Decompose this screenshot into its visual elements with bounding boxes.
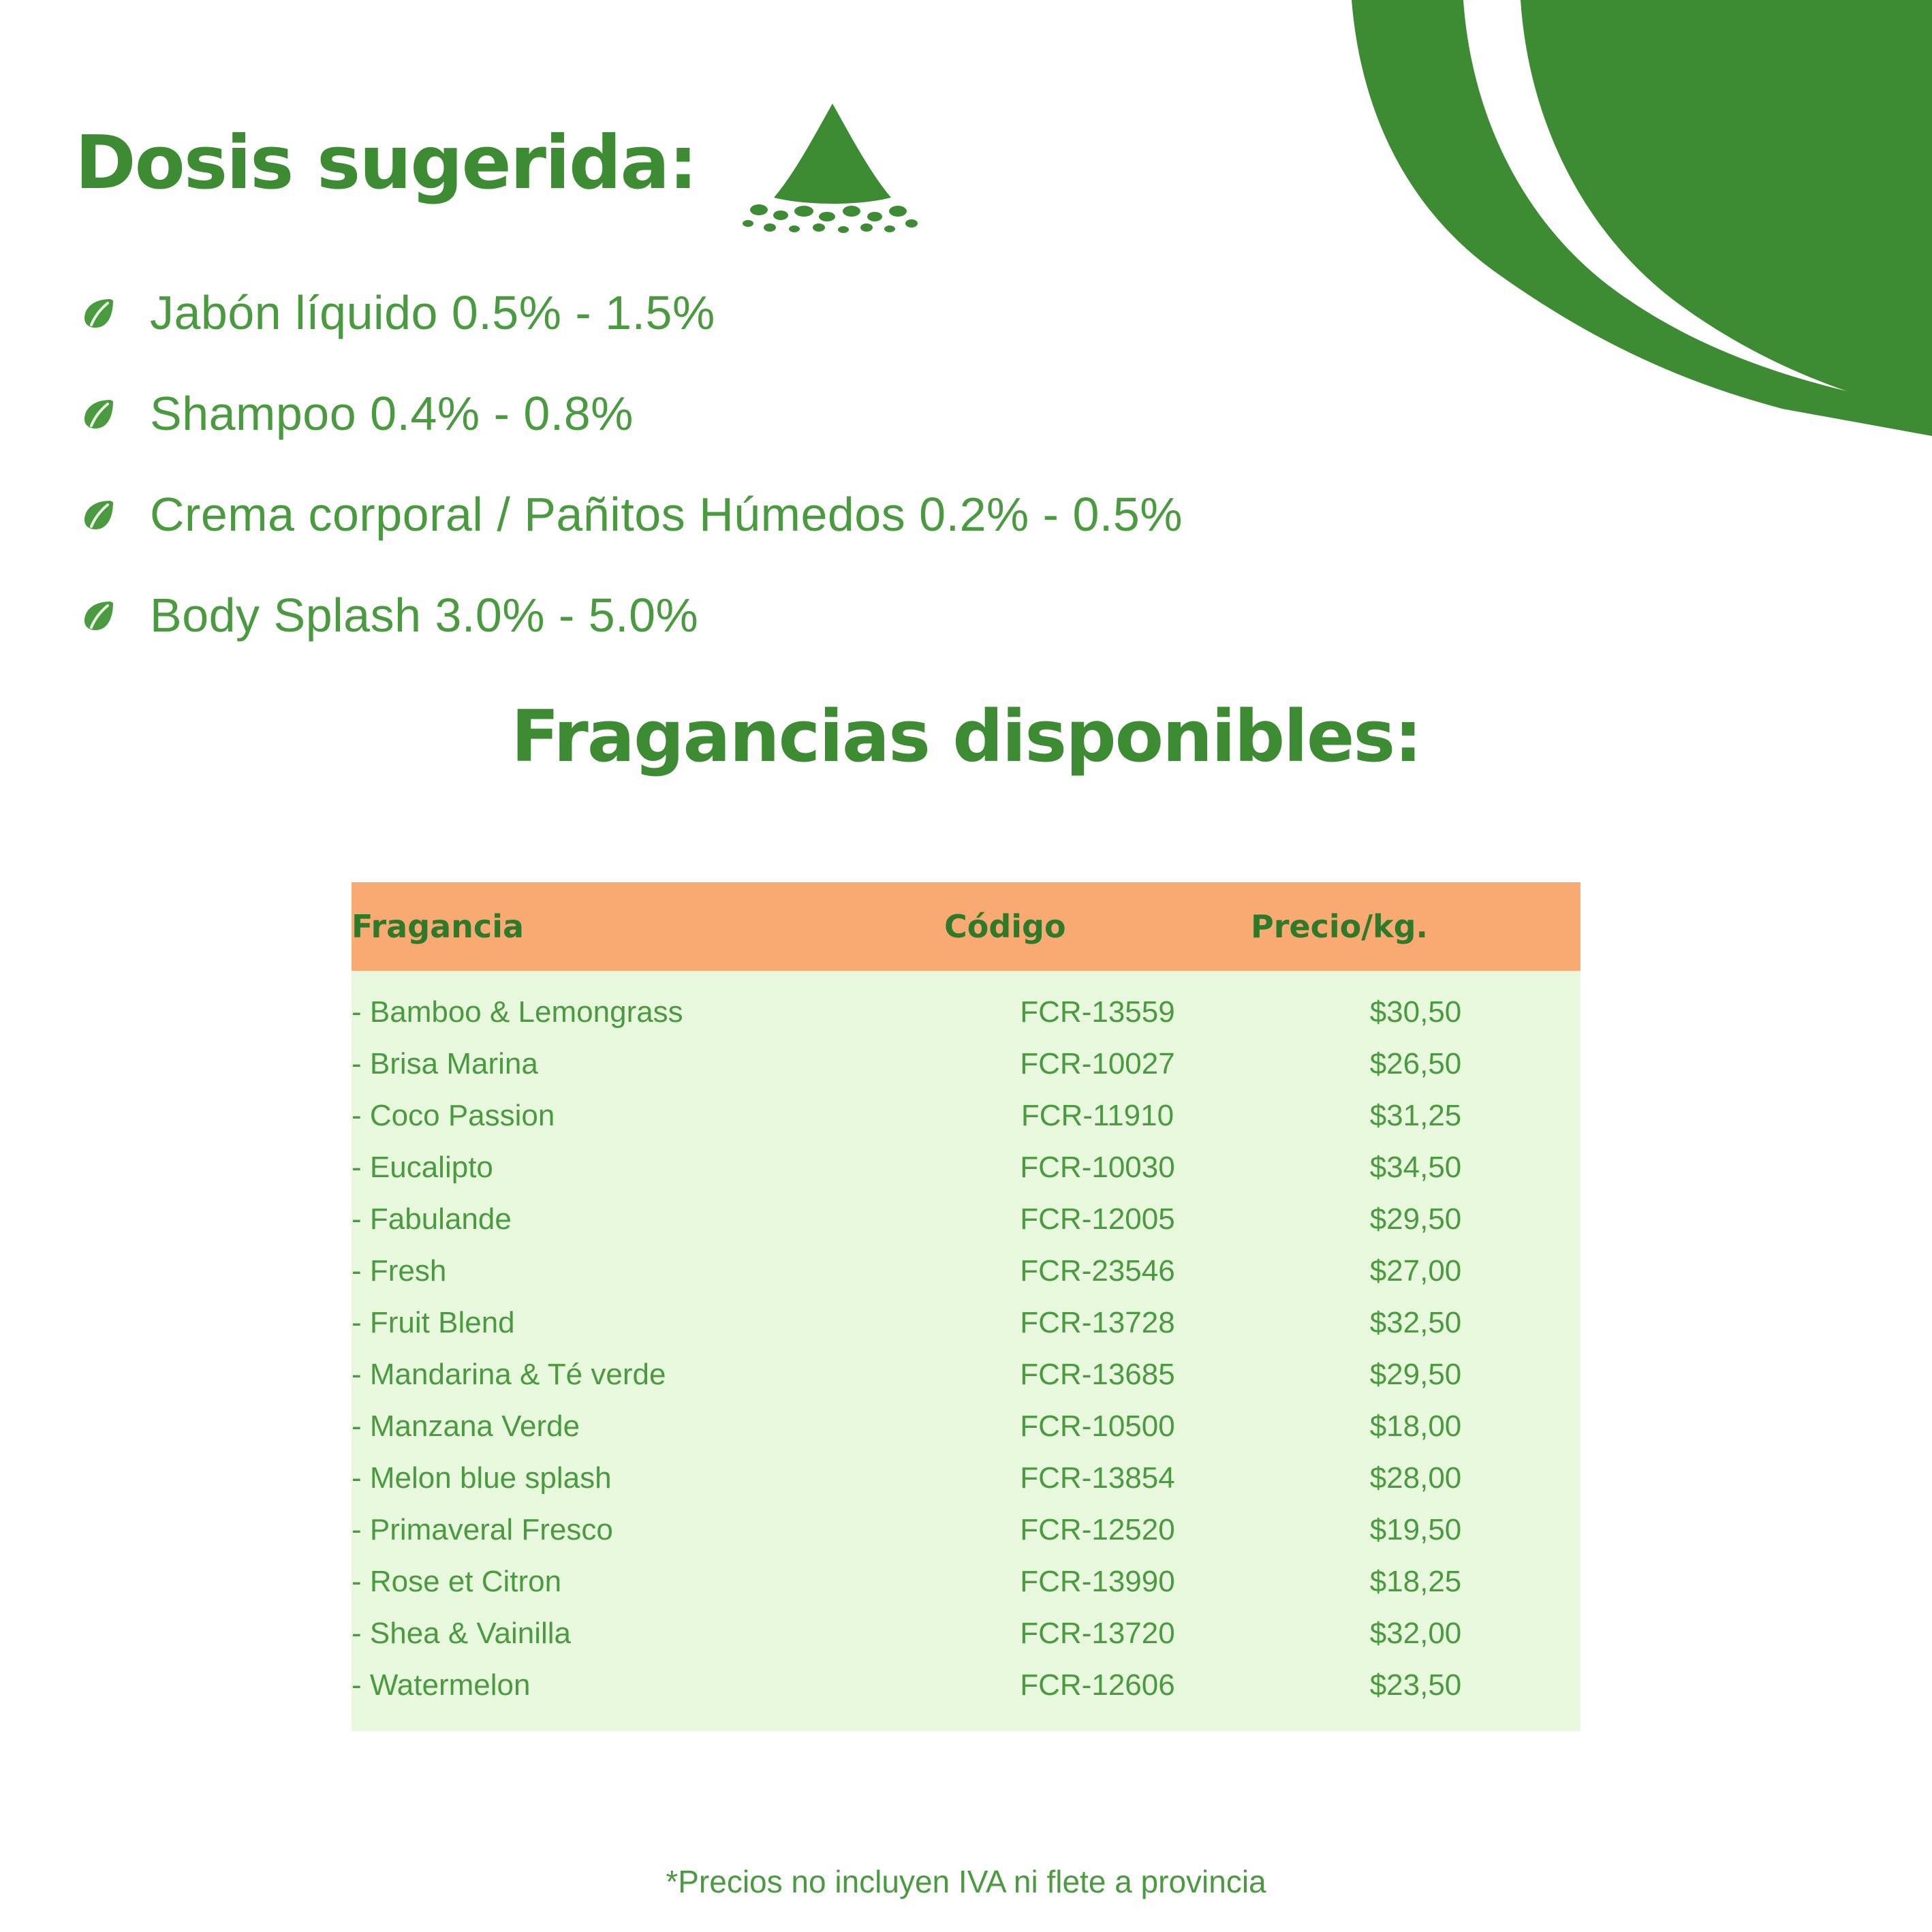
leaf-icon — [80, 295, 116, 330]
cell-codigo: FCR-13728 — [944, 1297, 1251, 1349]
cell-precio: $29,50 — [1251, 1349, 1580, 1401]
cell-codigo: FCR-23546 — [944, 1245, 1251, 1297]
table-row — [352, 1142, 1580, 1194]
cell-codigo: FCR-11910 — [944, 1090, 1251, 1142]
cell-precio: $32,50 — [1251, 1297, 1580, 1349]
table-row — [352, 1556, 1580, 1608]
cell-precio: $34,50 — [1251, 1142, 1580, 1194]
cell-fragancia: - Fruit Blend — [352, 1297, 944, 1349]
cell-precio: $18,25 — [1251, 1556, 1580, 1608]
list-item — [80, 363, 1443, 464]
table-header — [352, 882, 1580, 971]
cell-precio: $23,50 — [1251, 1660, 1580, 1731]
column-header-codigo: Código — [944, 882, 1251, 971]
table-row — [352, 1194, 1580, 1245]
table-row — [352, 1297, 1580, 1349]
cell-codigo: FCR-13559 — [944, 971, 1251, 1038]
column-header-precio: Precio/kg. — [1251, 882, 1580, 971]
cell-codigo: FCR-13685 — [944, 1349, 1251, 1401]
cell-codigo: FCR-12606 — [944, 1660, 1251, 1731]
leaf-icon — [80, 497, 116, 532]
list-item — [80, 262, 1443, 363]
table-row — [352, 1090, 1580, 1142]
table-row — [352, 1608, 1580, 1660]
cell-precio: $30,50 — [1251, 971, 1580, 1038]
cell-codigo: FCR-10030 — [944, 1142, 1251, 1194]
cell-fragancia: - Mandarina & Té verde — [352, 1349, 944, 1401]
table-row — [352, 1452, 1580, 1504]
cell-codigo: FCR-13854 — [944, 1452, 1251, 1504]
table-row — [352, 1245, 1580, 1297]
dose-label: Jabón líquido 0.5% - 1.5% — [150, 286, 715, 339]
cell-fragancia: - Rose et Citron — [352, 1556, 944, 1608]
column-header-fragancia: Fragancia — [352, 882, 944, 971]
cell-codigo: FCR-12005 — [944, 1194, 1251, 1245]
cell-fragancia: - Shea & Vainilla — [352, 1608, 944, 1660]
dose-list — [80, 262, 1443, 666]
leaf-icon — [80, 597, 116, 633]
cell-codigo: FCR-10500 — [944, 1401, 1251, 1452]
table-row — [352, 1038, 1580, 1090]
dose-label: Body Splash 3.0% - 5.0% — [150, 589, 699, 642]
cell-precio: $19,50 — [1251, 1504, 1580, 1556]
cell-codigo: FCR-10027 — [944, 1038, 1251, 1090]
dose-label: Shampoo 0.4% - 0.8% — [150, 387, 634, 440]
page-title: Dosis sugerida: — [75, 121, 697, 206]
fragrances-table-wrap — [352, 882, 1580, 1731]
cell-fragancia: - Manzana Verde — [352, 1401, 944, 1452]
cell-precio: $27,00 — [1251, 1245, 1580, 1297]
cell-codigo: FCR-13720 — [944, 1608, 1251, 1660]
table-row — [352, 1504, 1580, 1556]
cell-fragancia: - Primaveral Fresco — [352, 1504, 944, 1556]
fragrances-title: Fragancias disponibles: — [511, 695, 1421, 778]
list-item — [80, 565, 1443, 666]
table-row — [352, 1401, 1580, 1452]
cell-fragancia: - Coco Passion — [352, 1090, 944, 1142]
cell-fragancia: - Eucalipto — [352, 1142, 944, 1194]
list-item — [80, 464, 1443, 565]
table-row — [352, 971, 1580, 1038]
cell-fragancia: - Melon blue splash — [352, 1452, 944, 1504]
dosis-header — [75, 89, 941, 238]
cell-precio: $26,50 — [1251, 1038, 1580, 1090]
dose-label: Crema corporal / Pañitos Húmedos 0.2% - 0.5% — [150, 488, 1183, 541]
table-row — [352, 1349, 1580, 1401]
table-body — [352, 971, 1580, 1731]
cell-fragancia: - Bamboo & Lemongrass — [352, 971, 944, 1038]
cell-precio: $29,50 — [1251, 1194, 1580, 1245]
cell-precio: $18,00 — [1251, 1401, 1580, 1452]
leaf-icon — [80, 396, 116, 431]
cell-fragancia: - Fresh — [352, 1245, 944, 1297]
cell-fragancia: - Fabulande — [352, 1194, 944, 1245]
table-row — [352, 1660, 1580, 1731]
table-header-row — [352, 882, 1580, 971]
cell-precio: $28,00 — [1251, 1452, 1580, 1504]
fragrances-table — [352, 882, 1580, 1731]
cell-fragancia: - Brisa Marina — [352, 1038, 944, 1090]
cell-codigo: FCR-13990 — [944, 1556, 1251, 1608]
price-footnote: *Precios no incluyen IVA ni flete a provincia — [666, 1864, 1266, 1899]
cell-precio: $32,00 — [1251, 1608, 1580, 1660]
cell-precio: $31,25 — [1251, 1090, 1580, 1142]
powder-pile-icon — [723, 95, 941, 238]
cell-fragancia: - Watermelon — [352, 1660, 944, 1731]
cell-codigo: FCR-12520 — [944, 1504, 1251, 1556]
